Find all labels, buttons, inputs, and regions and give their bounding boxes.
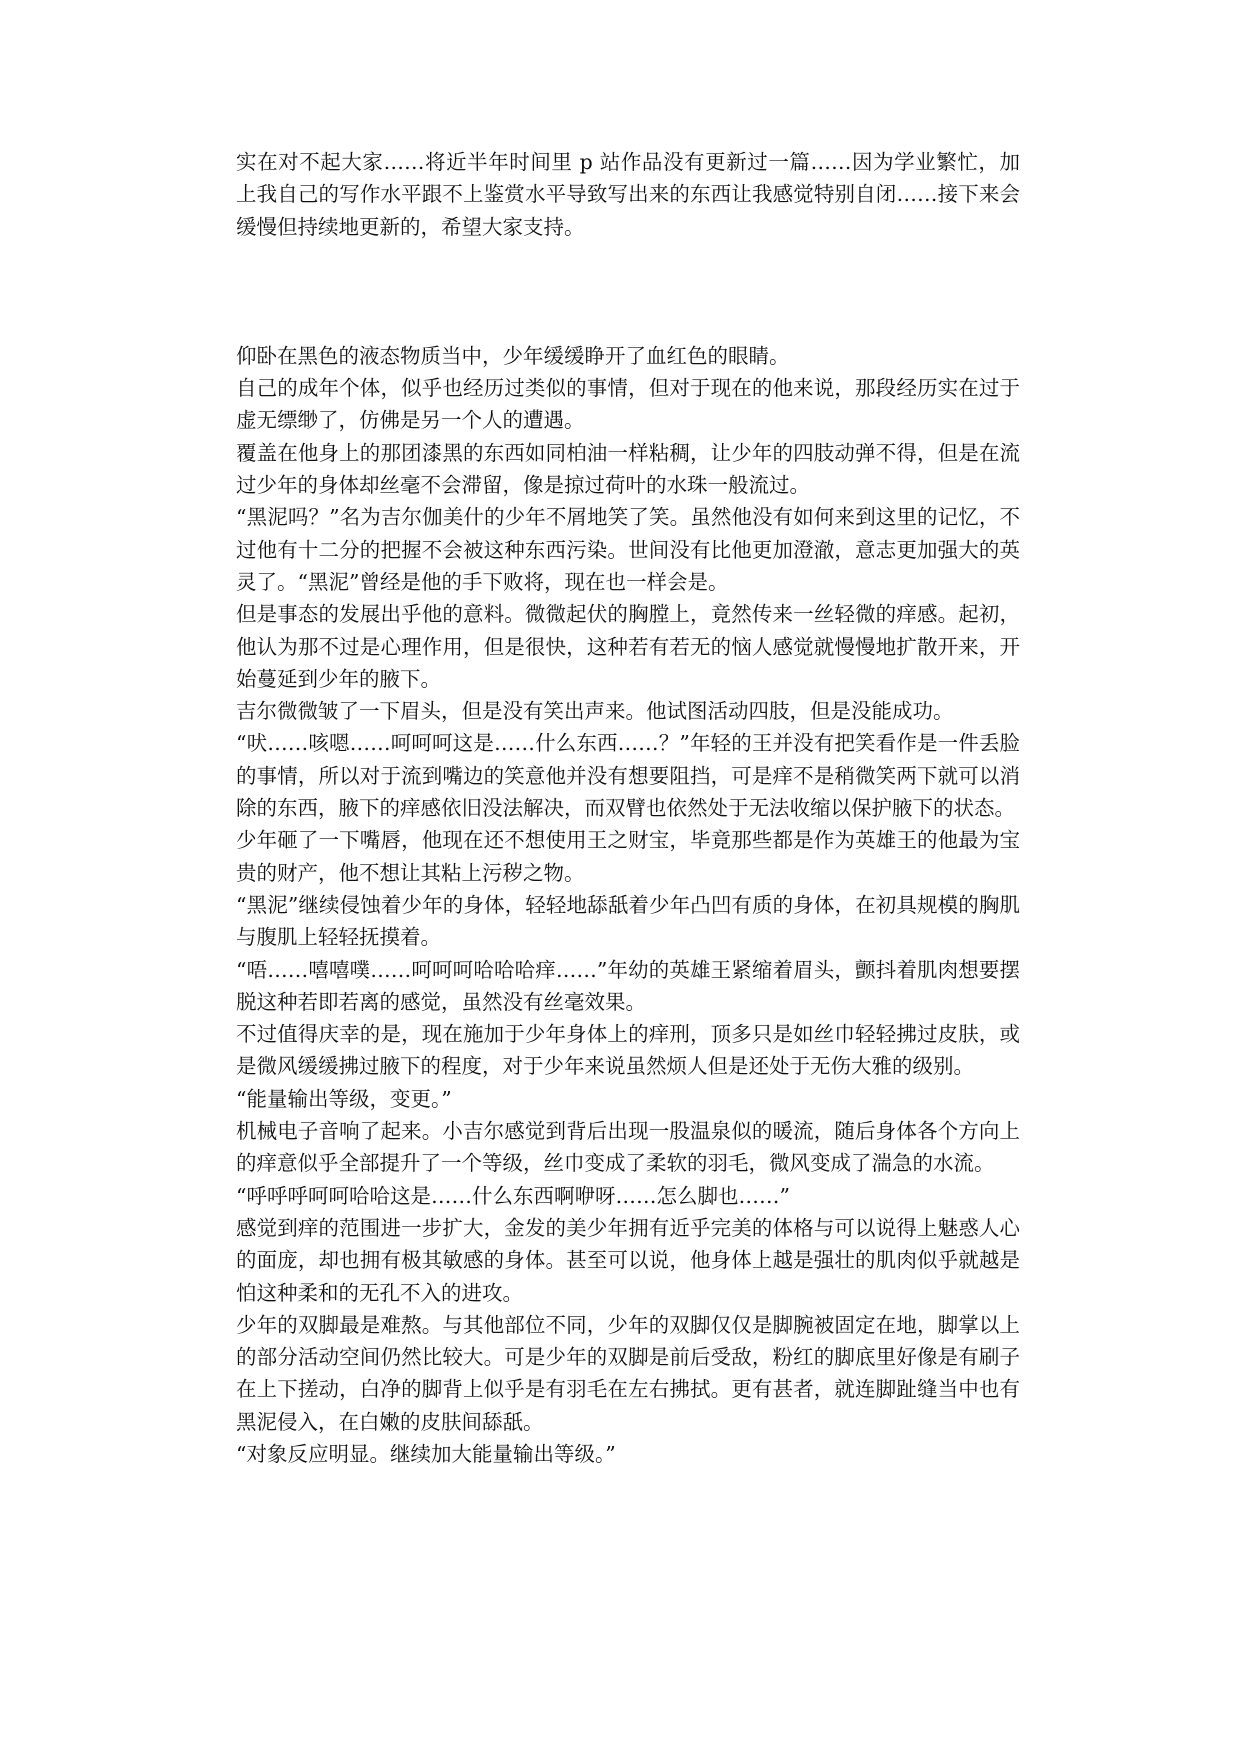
section-gap	[236, 243, 1020, 340]
story-body	[236, 340, 1020, 1470]
story-paragraph: “黑泥吗？”名为吉尔伽美什的少年不屑地笑了笑。虽然他没有如何来到这里的记忆，不过他有十二分的把握不会被这种东西污染。世间没有比他更加澄澈，意志更加强大的英灵了。“黑泥”曾经是他的手下败将，现在也一样会是。	[236, 505, 1020, 594]
story-paragraph: “唔……嘻嘻噗……呵呵呵哈哈哈痒……”年幼的英雄王紧缩着眉头，颤抖着肌肉想要摆脱这种若即若离的感觉，虽然没有丝毫效果。	[236, 957, 1020, 1014]
story-paragraph: 覆盖在他身上的那团漆黑的东西如同柏油一样粘稠，让少年的四肢动弹不得，但是在流过少年的身体却丝毫不会滞留，像是掠过荷叶的水珠一般流过。	[236, 440, 1020, 498]
story-paragraph: “黑泥”继续侵蚀着少年的身体，轻轻地舔舐着少年凸凹有质的身体，在初具规模的胸肌与腹肌上轻轻抚摸着。	[236, 892, 1020, 950]
story-paragraph: 机械电子音响了起来。小吉尔感觉到背后出现一股温泉似的暖流，随后身体各个方向上的痒意似乎全部提升了一个等级，丝巾变成了柔软的羽毛，微风变成了湍急的水流。	[236, 1119, 1020, 1176]
story-paragraph: 吉尔微微皱了一下眉头，但是没有笑出声来。他试图活动四肢，但是没能成功。	[236, 699, 954, 724]
story-paragraph: 但是事态的发展出乎他的意料。微微起伏的胸膛上，竟然传来一丝轻微的痒感。起初，他认为那不过是心理作用，但是很快，这种若有若无的恼人感觉就慢慢地扩散开来，开始蔓延到少年的腋下。	[236, 602, 1020, 691]
author-note	[236, 146, 1020, 243]
story-paragraph: “对象反应明显。继续加大能量输出等级。”	[236, 1441, 616, 1466]
story-paragraph: “呼呼呼呵呵哈哈这是……什么东西啊咿呀……怎么脚也……”	[236, 1183, 790, 1208]
story-paragraph: 仰卧在黑色的液态物质当中，少年缓缓睁开了血红色的眼睛。	[236, 343, 790, 368]
story-paragraph: 自己的成年个体，似乎也经历过类似的事情，但对于现在的他来说，那段经历实在过于虚无缥缈了，仿佛是另一个人的遭遇。	[236, 376, 1020, 433]
story-paragraph: 不过值得庆幸的是，现在施加于少年身体上的痒刑，顶多只是如丝巾轻轻拂过皮肤，或是微风缓缓拂过腋下的程度，对于少年来说虽然烦人但是还处于无伤大雅的级别。	[236, 1022, 1020, 1079]
story-paragraph: “吠……咳嗯……呵呵呵这是……什么东西……？”年轻的王并没有把笑看作是一件丢脸的事情，所以对于流到嘴边的笑意他并没有想要阻挡，可是痒不是稍微笑两下就可以消除的东西，腋下的痒感依旧没法解决，而双臂也依然处于无法收缩以保护腋下的状态。	[236, 731, 1020, 821]
story-paragraph: 感觉到痒的范围进一步扩大，金发的美少年拥有近乎完美的体格与可以说得上魅惑人心的面庞，却也拥有极其敏感的身体。甚至可以说，他身体上越是强壮的肌肉似乎就越是怕这种柔和的无孔不入的进攻。	[236, 1215, 1020, 1305]
author-note-paragraph: 实在对不起大家……将近半年时间里 p 站作品没有更新过一篇……因为学业繁忙，加上我自己的写作水平跟不上鉴赏水平导致写出来的东西让我感觉特别自闭……接下来会缓慢但持续地更新的，希望大家支持。	[236, 150, 1020, 239]
story-paragraph: 少年的双脚最是难熬。与其他部位不同，少年的双脚仅仅是脚腕被固定在地，脚掌以上的部分活动空间仍然比较大。可是少年的双脚是前后受敌，粉红的脚底里好像是有刷子在上下搓动，白净的脚背上似乎是有羽毛在左右拂拭。更有甚者，就连脚趾缝当中也有黑泥侵入，在白嫩的皮肤间舔舐。	[236, 1312, 1020, 1434]
document-page	[236, 146, 1020, 1470]
story-paragraph: “能量输出等级，变更。”	[236, 1086, 452, 1111]
story-paragraph: 少年砸了一下嘴唇，他现在还不想使用王之财宝，毕竟那些都是作为英雄王的他最为宝贵的财产，他不想让其粘上污秽之物。	[236, 828, 1020, 885]
